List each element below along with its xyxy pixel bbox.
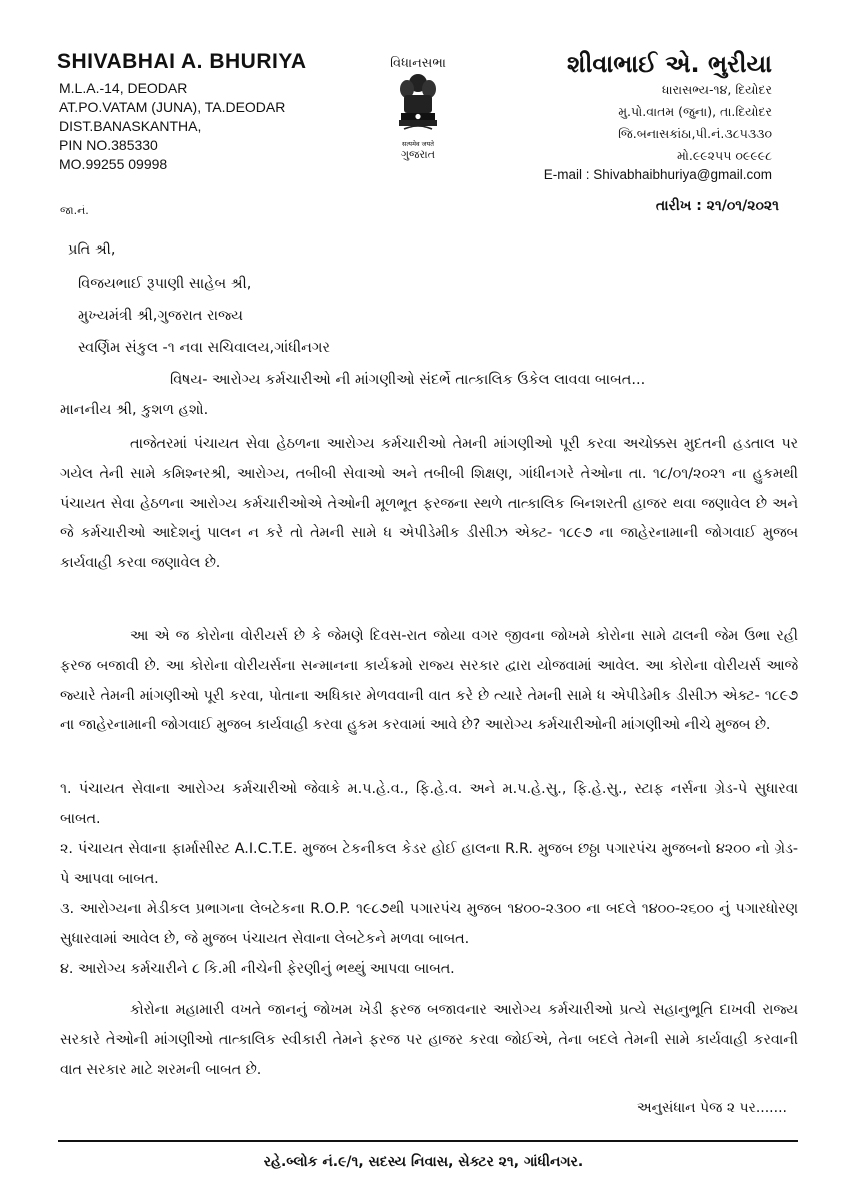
gu-address-1: મુ.પો.વાતમ (જુના), તા.દિયોદર [618, 104, 772, 119]
letter-subject: વિષય- આરોગ્ય કર્મચારીઓ ની માંગણીઓ સંદર્ભે તાત્કાલિક ઉકેલ લાવવા બાબત... [170, 372, 646, 388]
closing-paragraph: કોરોના મહામારી વખતે જાનનું જોખમ ખેડી ફરજ બજાવનાર આરોગ્ય કર્મચારીઓ પ્રત્યે સહાનુભૂતિ દાખવી રાજ્ય સરકારે તેઓની માંગણીઓ તાત્કાલિક સ્વીકારી તેમને ફરજ પર હાજર કરવા જોઈએ, તેના બદલે તેમની સામે કાર્યવાહી કરવાની વાત સરકાર માટે શરમની બાબત છે. [60, 1002, 798, 1078]
address-line-1: AT.PO.VATAM (JUNA), TA.DEODAR [59, 99, 286, 115]
footer-divider [58, 1140, 798, 1142]
email-address: E-mail : Shivabhaibhuriya@gmail.com [543, 167, 772, 182]
mla-designation: M.L.A.-14, DEODAR [59, 80, 188, 96]
emblem-motto: सत्यमेव जयते [402, 140, 434, 148]
gu-designation: ધારાસભ્ય-૧૪, દિયોદર [661, 82, 772, 97]
addressee-salutation: પ્રતિ શ્રી, [68, 242, 116, 258]
body-paragraph-2: આ એ જ કોરોના વોરીયર્સ છે કે જેમણે દિવસ-રાત જોયા વગર જીવના જોખમે કોરોના સામે ઢાલની જેમ ઉભા રહી ફરજ બજાવી છે. આ કોરોના વોરીયર્સના સન્માનના કાર્યક્રમો રાજ્ય સરકાર દ્વારા યોજવામાં આવેલ. આ કોરોના વોરીયર્સ આજે જ્યારે તેમની માંગણીઓ પૂરી કરવા, પોતાના અધિકાર મેળવવાની વાત કરે છે ત્યારે તેમની સામે ધ એપીડેમીક ડીસીઝ એક્ટ- ૧૮૯૭ ના જાહેરનામાની જોગવાઈ મુજબ કાર્યવાહી કરવા હુકમ કરવામાં આવે છે? આરોગ્ય કર્મચારીઓની માંગણીઓ નીચે મુજબ છે. [60, 628, 798, 734]
demand-point-1: ૧. પંચાયત સેવાના આરોગ્ય કર્મચારીઓ જેવાકે મ.પ.હે.વ., ફિ.હે.વ. અને મ.પ.હે.સુ., ફિ.હે.સુ., સ્ટાફ નર્સના ગ્રેડ-પે સુધારવા બાબત. [60, 781, 798, 827]
body-paragraph-1: તાજેતરમાં પંચાયત સેવા હેઠળના આરોગ્ય કર્મચારીઓ તેમની માંગણીઓ પૂરી કરવા અચોક્કસ મુદતની હડતાલ પર ગયેલ તેની સામે કમિશ્નરશ્રી, આરોગ્ય, તબીબી સેવાઓ અને તબીબી શિક્ષણ, ગાંધીનગરે તેઓના તા. ૧૮/૦૧/૨૦૨૧ ના હુકમથી પંચાયત સેવા હેઠળના આરોગ્ય કર્મચારીઓએ તેઓની મૂળભૂત ફરજના સ્થળે તાત્કાલિક બિનશરતી હાજર થવા જણાવેલ છે અને જે કર્મચારીઓ આદેશનું પાલન ન કરે તો તેમની સામે ધ એપીડેમીક ડીસીઝ એક્ટ- ૧૮૯૭ ના જાહેરનામાની જોગવાઈ મુજબ કાર્યવાહી કરવા જણાવેલ છે. [60, 436, 798, 572]
demand-point-2: ૨. પંચાયત સેવાના ફાર્માસીસ્ટ A.I.C.T.E. મુજબ ટેકનીકલ કેડર હોઈ હાલના R.R. મુજબ છઠ્ઠા પગારપંચ મુજબનો ૪૨૦૦ નો ગ્રેડ-પે આપવા બાબત. [60, 841, 798, 887]
gu-address-2: જિ.બનાસકાંઠા,પી.નં.૩૮૫૩૩૦ [618, 126, 772, 141]
emblem-top-label: વિધાનસભા [390, 56, 446, 71]
letter-date: તારીખ : ૨૧/૦૧/૨૦૨૧ [655, 198, 779, 214]
pin-number: PIN NO.385330 [59, 137, 158, 153]
mla-name-gujarati: શીવાભાઈ એ. ભુરીયા [567, 50, 772, 78]
state-emblem [378, 56, 458, 162]
emblem-bottom-label: ગુજરાત [400, 148, 436, 161]
addressee-name: વિજયભાઈ રૂપાણી સાહેબ શ્રી, [78, 276, 252, 292]
footer-address: રહે.બ્લોક નં.૯/૧, સદસ્ય નિવાસ, સેક્ટર ૨૧, ગાંધીનગર. [263, 1154, 584, 1170]
mobile-number: MO.99255 09998 [59, 156, 168, 172]
continued-note: અનુસંધાન પેજ ૨ પર....... [636, 1100, 787, 1116]
address-line-2: DIST.BANASKANTHA, [59, 118, 202, 134]
demand-point-3: ૩. આરોગ્યના મેડીકલ પ્રભાગના લેબટેકના R.O.P. ૧૯૮૭થી પગારપંચ મુજબ ૧૪૦૦-૨૩૦૦ ના બદલે ૧૪૦૦-૨૬૦૦ નું પગારધોરણ સુધારવામાં આવેલ છે, જે મુજબ પંચાયત સેવાના લેબટેકને મળવા બાબત. [60, 901, 798, 947]
addressee-address: સ્વર્ણિમ સંકુલ -૧ નવા સચિવાલય,ગાંધીનગર [78, 340, 330, 356]
addressee-title: મુખ્યમંત્રી શ્રી,ગુજરાત રાજ્ય [78, 308, 244, 324]
lion-capital-icon [396, 71, 440, 135]
demand-point-4: ૪. આરોગ્ય કર્મચારીને ૮ કિ.મી નીચેની ફેરણીનું ભથ્થું આપવા બાબત. [60, 961, 455, 977]
mla-name-english: SHIVABHAI A. BHURIYA [57, 50, 307, 73]
letter-greeting: માનનીય શ્રી, કુશળ હશો. [60, 402, 209, 418]
reference-number-label: જા.નં. [60, 204, 89, 217]
gu-mobile: મો.૯૯૨૫૫ ૦૯૯૯૮ [676, 148, 772, 163]
